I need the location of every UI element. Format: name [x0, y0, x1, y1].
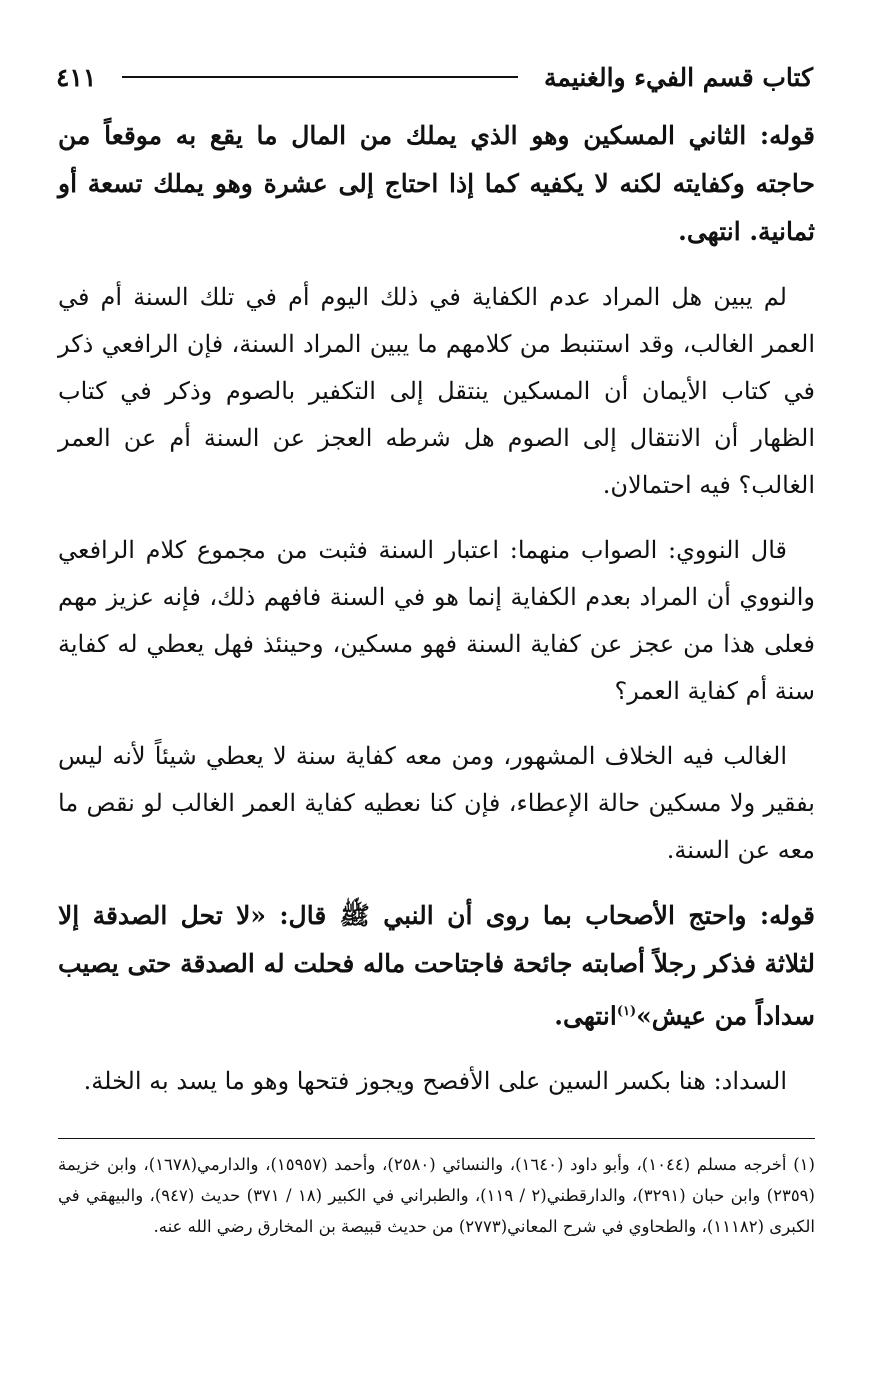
- quote-paragraph-2: [58, 892, 815, 1040]
- quote-tail: انتهى.: [554, 1001, 617, 1031]
- footnote-1: (١) أخرجه مسلم (١٠٤٤)، وأبو داود (١٦٤٠)، والنسائي (٢٥٨٠)، وأحمد (١٥٩٥٧)، والدارمي(١٦٧٨)، وابن خزيمة (٢٣٥٩) وابن حبان (٣٢٩١)، والدارقطني(٢ / ١١٩)، والطبراني في الكبير (١٨ / ٣٧١) حديث (٩٤٧)، والبيهقي في الكبرى (١١١٨٢)، والطحاوي في شرح المعاني(٢٧٧٣) من حديث قبيصة بن المخارق رضي الله عنه.: [58, 1155, 815, 1236]
- header-rule: [122, 76, 518, 78]
- footnote-ref: (١): [616, 1004, 637, 1019]
- running-title: كتاب قسم الفيء والغنيمة: [543, 62, 813, 92]
- commentary-paragraph-4: السداد: هنا بكسر السين على الأفصح ويجوز فتحها وهو ما يسد به الخلة.: [83, 1067, 787, 1096]
- quote-paragraph-1: قوله: الثاني المسكين وهو الذي يملك من المال ما يقع به موقعاً من حاجته وكفايته لكنه لا يكفيه كما إذا احتاج إلى عشرة وهو يملك تسعة أو ثمانية. انتهى.: [58, 121, 815, 246]
- page-number: ٤١١: [56, 62, 97, 92]
- footnote-area: [58, 1138, 815, 1242]
- quote-text: قوله: واحتج الأصحاب بما روى أن النبي ﷺ قال: «لا تحل الصدقة إلا لثلاثة فذكر رجلاً أصابته جائحة فاجتاحت ماله فحلت له الصدقة حتى يصيب سداداً من عيش»: [58, 901, 815, 1031]
- page-body: [58, 112, 815, 1123]
- commentary-paragraph-3: الغالب فيه الخلاف المشهور، ومن معه كفاية سنة لا يعطي شيئاً لأنه ليس بفقير ولا مسكين حالة الإعطاء، فإن كنا نعطيه كفاية العمر الغالب لو نقص ما معه عن السنة.: [58, 742, 815, 864]
- commentary-paragraph-1: لم يبين هل المراد عدم الكفاية في ذلك اليوم أم في تلك السنة أم في العمر الغالب، وقد استنبط من كلامهم ما يبين المراد السنة، فإن الرافعي ذكر في كتاب الأيمان أن المسكين ينتقل إلى التكفير بالصوم وذكر في كتاب الظهار أن الانتقال إلى الصوم هل شرطه العجز عن السنة أم عن العمر الغالب؟ فيه احتمالان.: [58, 283, 816, 499]
- commentary-paragraph-2: قال النووي: الصواب منهما: اعتبار السنة فثبت من مجموع كلام الرافعي والنووي أن المراد بعدم الكفاية إنما هو في السنة فافهم ذلك، فإنه عزيز مهم فعلى هذا من عجز عن كفاية السنة فهو مسكين، وحينئذ فهل يعطي له كفاية سنة أم كفاية العمر؟: [58, 536, 815, 705]
- page-header: [56, 54, 813, 100]
